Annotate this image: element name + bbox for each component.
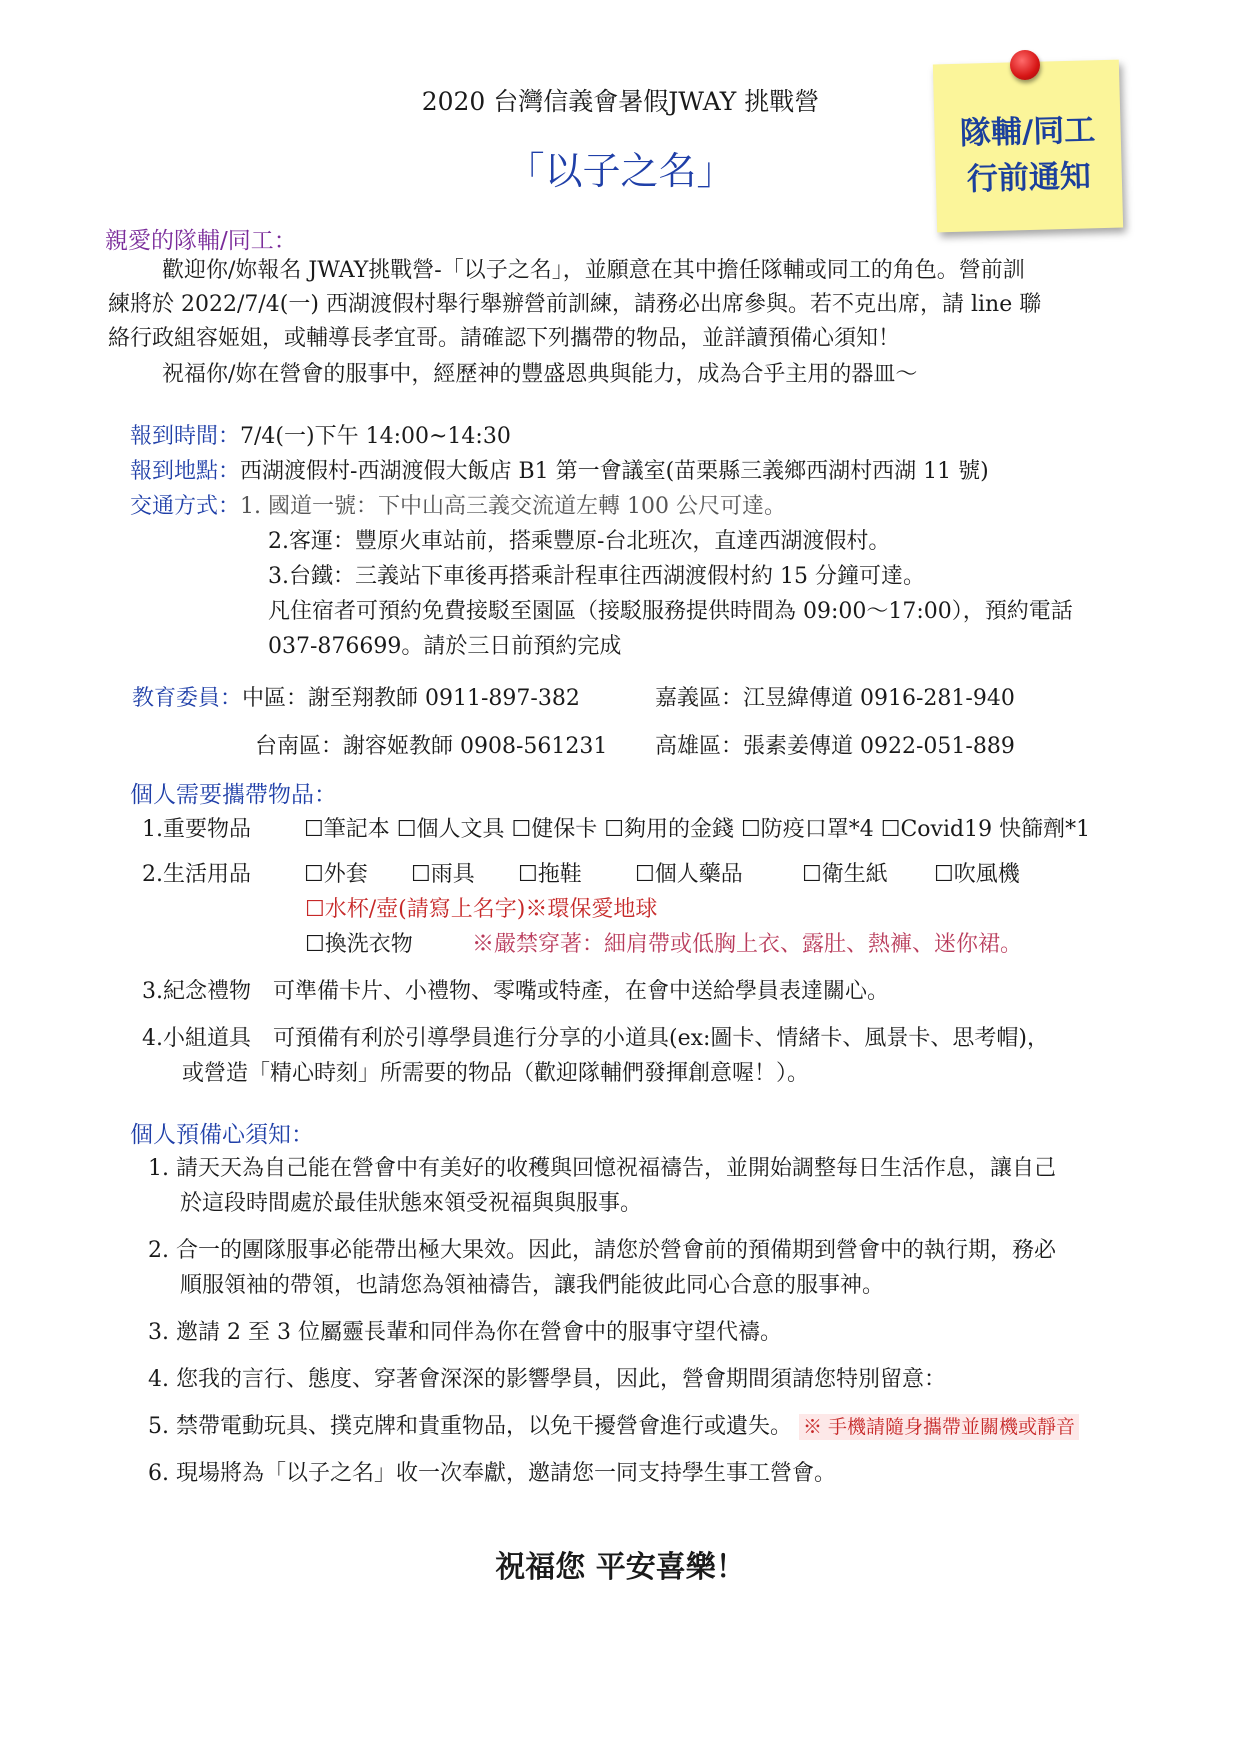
items-daily-label: 2.生活用品 <box>142 862 251 887</box>
items-important-label: 1.重要物品 <box>142 817 251 842</box>
item-checkbox[interactable]: ☐夠用的金錢 <box>604 817 734 842</box>
checkin-time-value: 7/4(一)下午 14:00~14:30 <box>240 424 511 449</box>
checkin-time-label: 報到時間： <box>130 424 241 449</box>
item-checkbox[interactable]: ☐個人藥品 <box>635 862 743 887</box>
intro-line-2: 練將於 2022/7/4(一) 西湖渡假村舉行舉辦營前訓練，請務必出席參與。若不克出席，請 line 聯 <box>108 292 1042 317</box>
items-props-1: 4.小組道具 可預備有利於引導學員進行分享的小道具(ex:圖卡、情緒卡、風景卡、思考帽)， <box>142 1026 1049 1051</box>
checkin-place-value: 西湖渡假村-西湖渡假大飯店 B1 第一會議室(苗栗縣三義鄉西湖村西湖 11 號) <box>240 459 989 484</box>
prep-item-5-text: 5. 禁帶電動玩具、撲克牌和貴重物品，以免干擾營會進行或遺失。 <box>148 1414 792 1439</box>
committee-tainan: 台南區：謝容姬教師 0908-561231 <box>255 734 608 759</box>
page-title: 「以子之名」 <box>506 149 735 193</box>
transport-label: 交通方式： <box>130 494 241 519</box>
transport-option-1: 1. 國道一號：下中山高三義交流道左轉 100 公尺可達。 <box>240 494 786 519</box>
prep-item-2-line-1: 2. 合一的團隊服事必能帶出極大果效。因此，請您於營會前的預備期到營會中的執行期，務必 <box>148 1238 1056 1263</box>
checkin-place-label: 報到地點： <box>130 459 241 484</box>
greeting: 親愛的隊輔/同工： <box>105 228 297 254</box>
note-line-1: 隊輔/同工 <box>959 112 1096 152</box>
committee-row-1 <box>132 682 580 716</box>
prep-item-5 <box>148 1410 1079 1444</box>
notice-sticky-note <box>933 60 1123 233</box>
closing-blessing: 祝福您 平安喜樂！ <box>495 1550 746 1585</box>
item-checkbox[interactable]: ☐防疫口罩*4 <box>741 817 874 842</box>
item-checkbox[interactable]: ☐筆記本 <box>304 817 390 842</box>
item-checkbox[interactable]: ☐拖鞋 <box>518 862 582 887</box>
item-checkbox[interactable]: ☐衛生紙 <box>802 862 888 887</box>
items-clothes-row <box>305 928 1022 962</box>
item-checkbox[interactable]: ☐個人文具 <box>396 817 505 842</box>
prep-item-6: 6. 現場將為「以子之名」收一次奉獻，邀請您一同支持學生事工營會。 <box>148 1461 836 1486</box>
prep-heading: 個人預備心須知： <box>130 1122 314 1148</box>
committee-label: 教育委員： <box>132 686 243 711</box>
prep-item-3: 3. 邀請 2 至 3 位屬靈長輩和同伴為你在營會中的服事守望代禱。 <box>148 1320 782 1345</box>
items-cup-row[interactable]: ☐水杯/壺(請寫上名字)※環保愛地球 <box>305 897 658 922</box>
shuttle-info-2: 037-876699。請於三日前預約完成 <box>268 634 622 659</box>
items-heading: 個人需要攜帶物品： <box>130 782 337 808</box>
committee-chiayi: 嘉義區：江昱緯傳道 0916-281-940 <box>655 686 1015 711</box>
item-checkbox[interactable]: ☐健保卡 <box>511 817 598 842</box>
item-checkbox[interactable]: ☐吹風機 <box>934 862 1020 887</box>
cup-item-label: 水杯/壺(請寫上名字)※環保愛地球 <box>324 897 658 922</box>
prep-item-1-line-1: 1. 請天天為自己能在營會中有美好的收穫與回憶祝福禱告，並開始調整每日生活作息，讓自己 <box>148 1156 1056 1181</box>
dress-code-warning: ※嚴禁穿著：細肩帶或低胸上衣、露肚、熱褲、迷你裙。 <box>472 932 1023 957</box>
pushpin-icon <box>1010 50 1040 80</box>
item-checkbox[interactable]: ☐換洗衣物 <box>305 932 413 957</box>
phone-reminder-note: ※ 手機請隨身攜帶並關機或靜音 <box>799 1414 1079 1440</box>
items-important-row <box>142 813 1090 847</box>
items-gift: 3.紀念禮物 可準備卡片、小禮物、零嘴或特產，在會中送給學員表達關心。 <box>142 979 889 1004</box>
committee-central: 中區：謝至翔教師 0911-897-382 <box>242 686 580 711</box>
prep-item-1-line-2: 於這段時間處於最佳狀態來領受祝福與與服事。 <box>180 1191 643 1216</box>
shuttle-info-1: 凡住宿者可預約免費接駁至園區（接駁服務提供時間為 09:00～17:00），預約電話 <box>268 599 1073 624</box>
checkin-place-row <box>130 455 989 489</box>
items-props-2: 或營造「精心時刻」所需要的物品（歡迎隊輔們發揮創意喔！）。 <box>182 1061 810 1086</box>
intro-blessing: 祝福你/妳在營會的服事中，經歷神的豐盛恩典與能力，成為合乎主用的器皿～ <box>162 362 918 387</box>
note-line-2: 行前通知 <box>966 158 1092 198</box>
checkin-time-row <box>130 420 511 454</box>
item-checkbox[interactable]: ☐雨具 <box>411 862 475 887</box>
item-checkbox[interactable]: ☐外套 <box>304 862 368 887</box>
intro-line-3: 絡行政組容姬姐，或輔導長孝宜哥。請確認下列攜帶的物品，並詳讀預備心須知！ <box>108 326 901 351</box>
prep-item-2-line-2: 順服領袖的帶領，也請您為領袖禱告，讓我們能彼此同心合意的服事神。 <box>180 1273 885 1298</box>
committee-kaohsiung: 高雄區：張素姜傳道 0922-051-889 <box>655 734 1015 759</box>
item-checkbox[interactable]: ☐Covid19 快篩劑*1 <box>880 817 1091 842</box>
event-subtitle: 2020 台灣信義會暑假JWAY 挑戰營 <box>421 87 820 116</box>
items-daily-row <box>142 858 1020 892</box>
transport-option-3: 3.台鐵：三義站下車後再搭乘計程車往西湖渡假村約 15 分鐘可達。 <box>268 564 925 589</box>
transport-row <box>130 490 786 524</box>
transport-option-2: 2.客運：豐原火車站前，搭乘豐原-台北班次，直達西湖渡假村。 <box>268 529 891 554</box>
prep-item-4: 4. 您我的言行、態度、穿著會深深的影響學員，因此，營會期間須請您特別留意： <box>148 1367 946 1392</box>
intro-line-1: 歡迎你/妳報名 JWAY挑戰營-「以子之名」，並願意在其中擔任隊輔或同工的角色。營前訓 <box>162 258 1025 283</box>
